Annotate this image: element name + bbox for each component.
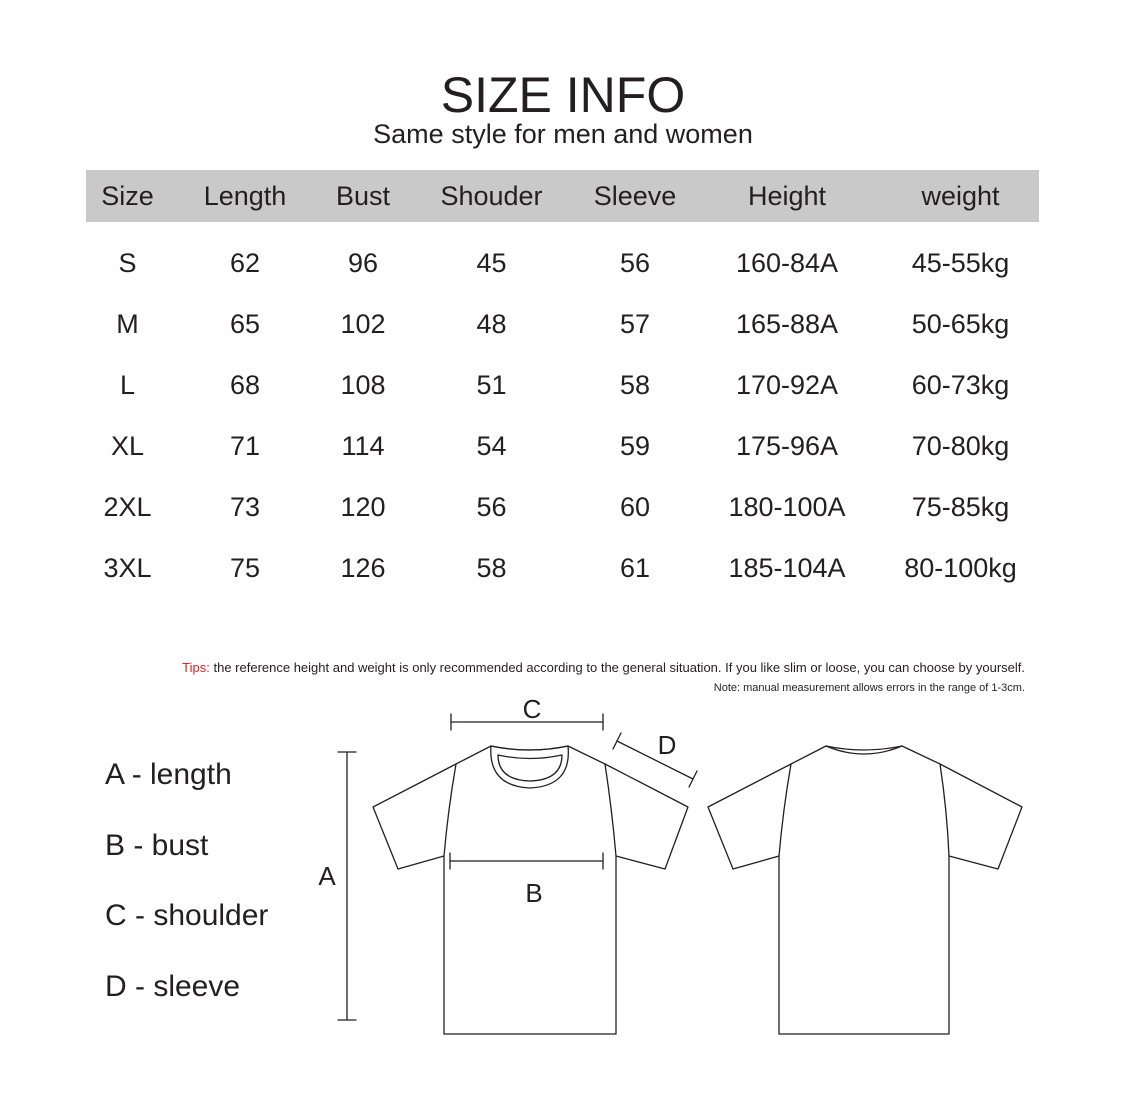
cell-sleeve: 56 (619, 247, 651, 278)
cell-length: 65 (229, 308, 261, 339)
cell-length: 73 (229, 491, 261, 522)
cell-size: XL (110, 430, 145, 461)
cell-shoulder: 56 (476, 491, 507, 522)
cell-weight: 80-100kg (904, 552, 1017, 583)
cell-height: 185-104A (728, 552, 846, 583)
cell-shoulder: 45 (476, 247, 507, 278)
cell-sleeve: 60 (619, 491, 651, 522)
cell-bust: 114 (341, 430, 385, 461)
page-title: SIZE INFO (440, 67, 686, 123)
cell-size: S (118, 247, 137, 278)
cell-bust: 126 (340, 552, 386, 583)
header-length: Length (203, 181, 287, 211)
cell-bust: 102 (340, 308, 386, 339)
legend-length: A - length (105, 758, 232, 791)
legend-sleeve: D - sleeve (105, 970, 241, 1003)
cell-length: 68 (229, 369, 261, 400)
cell-sleeve: 61 (619, 552, 651, 583)
cell-sleeve: 57 (619, 308, 651, 339)
cell-bust: 108 (340, 369, 386, 400)
diagram-label-b: B (525, 878, 543, 908)
tips-label: Tips: (182, 660, 210, 675)
measurement-note: Note: manual measurement allows errors in the range of 1-3cm. (713, 682, 1025, 694)
measure-line-b (450, 853, 603, 869)
header-height: Height (747, 181, 827, 211)
cell-weight: 45-55kg (911, 247, 1010, 278)
header-shoulder: Shouder (440, 181, 543, 211)
cell-bust: 96 (347, 247, 379, 278)
cell-height: 170-92A (735, 369, 839, 400)
diagram-label-c: C (522, 694, 542, 724)
cell-shoulder: 48 (476, 308, 507, 339)
cell-sleeve: 58 (619, 369, 651, 400)
cell-weight: 60-73kg (911, 369, 1010, 400)
cell-size: 2XL (103, 491, 152, 522)
cell-size: M (116, 308, 139, 339)
cell-size: L (119, 369, 136, 400)
cell-bust: 120 (340, 491, 386, 522)
measure-line-d (613, 733, 697, 787)
cell-height: 160-84A (735, 247, 839, 278)
cell-weight: 50-65kg (911, 308, 1010, 339)
cell-shoulder: 51 (476, 369, 507, 400)
cell-length: 75 (229, 552, 261, 583)
page-subtitle: Same style for men and women (373, 119, 753, 149)
header-bust: Bust (335, 181, 391, 211)
cell-sleeve: 59 (619, 430, 651, 461)
header-weight: weight (921, 181, 1000, 211)
diagram-label-a: A (318, 861, 336, 891)
cell-shoulder: 54 (476, 430, 507, 461)
cell-height: 175-96A (735, 430, 839, 461)
cell-weight: 75-85kg (911, 491, 1010, 522)
diagram-label-d: D (657, 730, 677, 760)
legend-bust: B - bust (105, 829, 209, 862)
cell-height: 180-100A (728, 491, 846, 522)
cell-size: 3XL (103, 552, 152, 583)
cell-length: 62 (229, 247, 261, 278)
tips-body: the reference height and weight is only recommended according to the general situation. If you like slim or loose, you can choose by yourself. (209, 660, 1025, 675)
header-sleeve: Sleeve (593, 181, 677, 211)
legend-shoulder: C - shoulder (105, 899, 269, 932)
measure-line-a (338, 752, 356, 1020)
cell-height: 165-88A (735, 308, 839, 339)
cell-length: 71 (229, 430, 261, 461)
cell-shoulder: 58 (476, 552, 507, 583)
header-size: Size (101, 181, 154, 211)
cell-weight: 70-80kg (911, 430, 1010, 461)
back-shirt-outline (708, 746, 1022, 1034)
